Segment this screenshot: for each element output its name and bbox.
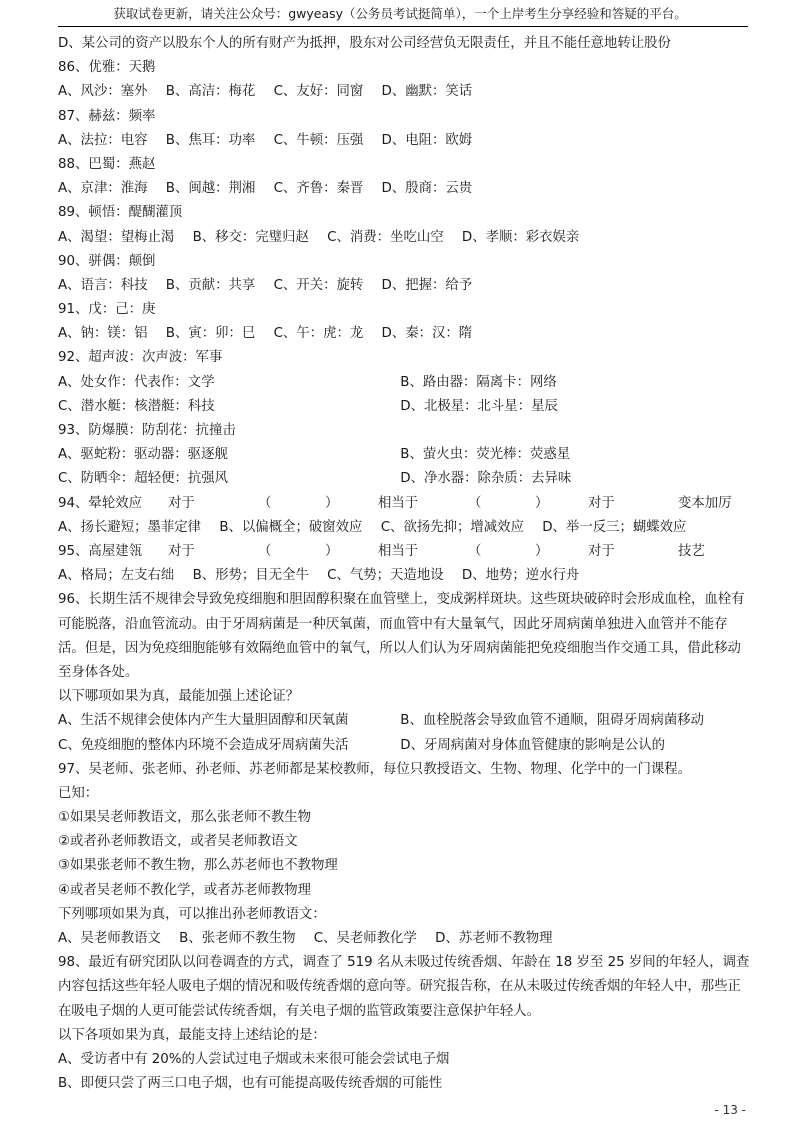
option-a[interactable]: A、扬长避短；墨菲定律 bbox=[58, 519, 202, 535]
q95-options bbox=[58, 564, 750, 588]
q96-passage: 96、长期生活不规律会导致免疫细胞和胆固醇积聚在血管壁上，变成粥样斑块。这些斑块破碎时会形成血栓，血栓有可能脱落，沿血管流动。由于牙周病菌是一种厌氧菌，而血管中有大量氧气，因此牙周病菌单独进入血管并不能存活。但是，因为免疫细胞能够有效隔绝血管中的氧气，所以人们认为牙周病菌能把免疫细胞当作交通工具，借此移动至身体各处。 bbox=[58, 592, 745, 680]
page-number: - 13 - bbox=[714, 1103, 746, 1117]
stem-term: 技艺 bbox=[678, 543, 705, 559]
q92-options-row-1 bbox=[58, 371, 750, 395]
q92-stem: 92、超声波：次声波：军事 bbox=[58, 350, 223, 366]
option-a[interactable]: A、生活不规律会使体内产生大量胆固醇和厌氧菌 bbox=[58, 713, 349, 729]
option-d[interactable]: D、举一反三；蝴蝶效应 bbox=[542, 519, 687, 535]
option-a[interactable]: A、风沙：塞外 bbox=[58, 84, 148, 100]
question-content bbox=[58, 32, 750, 1096]
q87-stem: 87、赫兹：频率 bbox=[58, 108, 156, 124]
q96-options-row-1 bbox=[58, 709, 750, 733]
option-c[interactable]: C、开关：旋转 bbox=[273, 277, 364, 293]
option-b[interactable]: B、焦耳：功率 bbox=[165, 132, 256, 148]
option-a[interactable]: A、语言：科技 bbox=[58, 277, 148, 293]
q90-stem: 90、骈偶：颠倒 bbox=[58, 253, 156, 269]
q90-options bbox=[58, 274, 750, 298]
option-d[interactable]: D、电阻：欧姆 bbox=[381, 132, 473, 148]
q97-question: 下列哪项如果为真，可以推出孙老师教语文： bbox=[58, 906, 326, 922]
option-c[interactable]: C、午：虎：龙 bbox=[273, 326, 364, 342]
stem-blank: （ ） bbox=[258, 543, 339, 559]
stem-relation: 对于 bbox=[588, 495, 615, 511]
q98-option-b[interactable]: B、即便只尝了两三口电子烟，也有可能提高吸传统香烟的可能性 bbox=[58, 1076, 443, 1092]
q97-condition-4: ④或者吴老师不教化学，或者苏老师教物理 bbox=[58, 882, 312, 898]
option-b[interactable]: B、以偏概全；破窗效应 bbox=[219, 519, 363, 535]
q97-condition-2: ②或者孙老师教语文，或者吴老师教语文 bbox=[58, 834, 298, 850]
option-b[interactable]: B、移交：完璧归赵 bbox=[192, 229, 309, 245]
q97-options bbox=[58, 927, 750, 951]
page-header: 获取试卷更新，请关注公众号：gwyeasy（公务员考试挺简单），一个上岸考生分享经验和答疑的平台。 bbox=[113, 6, 687, 21]
option-c[interactable]: C、欲扬先抑；增减效应 bbox=[380, 519, 524, 535]
option-b[interactable]: B、萤火虫：荧光棒：荧惑星 bbox=[400, 447, 571, 463]
q93-options-row-2 bbox=[58, 467, 750, 491]
q98-question: 以下各项如果为真，最能支持上述结论的是： bbox=[58, 1027, 326, 1043]
stem-term: 95、高屋建瓴 bbox=[58, 543, 142, 559]
option-b[interactable]: B、闽越：荆湘 bbox=[165, 181, 256, 197]
stem-blank: （ ） bbox=[258, 495, 339, 511]
option-c[interactable]: C、友好：同窗 bbox=[273, 84, 364, 100]
option-a[interactable]: A、渴望：望梅止渴 bbox=[58, 229, 175, 245]
option-a[interactable]: A、处女作：代表作：文学 bbox=[58, 374, 215, 390]
option-d[interactable]: D、幽默：笑话 bbox=[381, 84, 473, 100]
option-d[interactable]: D、牙周病菌对身体血管健康的影响是公认的 bbox=[400, 737, 665, 753]
q86-stem: 86、优雅：天鹅 bbox=[58, 60, 156, 76]
stem-blank: （ ） bbox=[468, 543, 549, 559]
option-d[interactable]: D、秦：汉：隋 bbox=[381, 326, 473, 342]
q94-stem bbox=[58, 492, 750, 516]
stem-relation: 相当于 bbox=[378, 495, 419, 511]
option-b[interactable]: B、路由器：隔离卡：网络 bbox=[400, 374, 557, 390]
option-b[interactable]: B、张老师不教生物 bbox=[179, 931, 296, 946]
stem-relation: 相当于 bbox=[378, 543, 419, 559]
stem-relation: 对于 bbox=[588, 543, 615, 559]
q89-stem: 89、顿悟：醍醐灌顶 bbox=[58, 205, 183, 221]
option-d[interactable]: D、殷商：云贵 bbox=[381, 181, 473, 197]
q97-condition-3: ③如果张老师不教生物，那么苏老师也不教物理 bbox=[58, 858, 338, 874]
option-b[interactable]: B、血栓脱落会导致血管不通顺，阻碍牙周病菌移动 bbox=[400, 713, 705, 729]
option-d[interactable]: D、把握：给予 bbox=[381, 277, 473, 293]
q94-options bbox=[58, 516, 750, 540]
option-b[interactable]: B、寅：卯：巳 bbox=[165, 326, 256, 342]
stem-relation: 对于 bbox=[168, 495, 195, 511]
option-a[interactable]: A、吴老师教语文 bbox=[58, 931, 161, 946]
option-d[interactable]: D、孝顺：彩衣娱亲 bbox=[461, 229, 580, 245]
q97-condition-1: ①如果吴老师教语文，那么张老师不教生物 bbox=[58, 810, 312, 826]
q91-stem: 91、戊：己：庚 bbox=[58, 302, 156, 318]
q96-question: 以下哪项如果为真，最能加强上述论证？ bbox=[58, 689, 300, 705]
option-a[interactable]: A、法拉：电容 bbox=[58, 132, 148, 148]
option-a[interactable]: A、京津：淮海 bbox=[58, 181, 148, 197]
q95-stem bbox=[58, 540, 750, 564]
q98-option-a[interactable]: A、受访者中有 20%的人尝试过电子烟或未来很可能会尝试电子烟 bbox=[58, 1051, 450, 1067]
option-c[interactable]: C、免疫细胞的整体内环境不会造成牙周病菌失活 bbox=[58, 737, 349, 753]
q88-options bbox=[58, 177, 750, 201]
q86-options bbox=[58, 80, 750, 104]
q96-options-row-2 bbox=[58, 734, 750, 758]
option-d[interactable]: D、净水器：除杂质：去异味 bbox=[400, 471, 572, 487]
option-c[interactable]: C、吴老师教化学 bbox=[313, 931, 417, 946]
q89-options bbox=[58, 226, 750, 250]
header-rule bbox=[58, 26, 748, 27]
option-d[interactable]: D、地势；逆水行舟 bbox=[461, 568, 580, 584]
option-a[interactable]: A、格局；左支右绌 bbox=[58, 568, 175, 584]
q87-options bbox=[58, 129, 750, 153]
option-c[interactable]: C、防晒伞：超轻便：抗强风 bbox=[58, 471, 229, 487]
option-b[interactable]: B、高洁：梅花 bbox=[165, 84, 256, 100]
q97-intro: 97、吴老师、张老师、孙老师、苏老师都是某校教师，每位只教授语文、生物、物理、化学中的一门课程。 bbox=[58, 761, 692, 777]
option-c[interactable]: C、牛顿：压强 bbox=[273, 132, 364, 148]
q92-options-row-2 bbox=[58, 395, 750, 419]
option-c[interactable]: C、齐鲁：秦晋 bbox=[273, 181, 364, 197]
q97-known: 已知： bbox=[58, 785, 99, 801]
option-c[interactable]: C、消费：坐吃山空 bbox=[327, 229, 444, 245]
q91-options bbox=[58, 322, 750, 346]
option-b[interactable]: B、贡献：共享 bbox=[165, 277, 256, 293]
q85-option-d: D、某公司的资产以股东个人的所有财产为抵押，股东对公司经营负无限责任，并且不能任意地转让股份 bbox=[58, 36, 671, 51]
q93-options-row-1 bbox=[58, 443, 750, 467]
stem-relation: 对于 bbox=[168, 543, 195, 559]
q88-stem: 88、巴蜀：燕赵 bbox=[58, 156, 156, 172]
option-d[interactable]: D、苏老师不教物理 bbox=[435, 931, 553, 946]
option-b[interactable]: B、形势；目无全牛 bbox=[192, 568, 309, 584]
stem-term: 变本加厉 bbox=[678, 495, 732, 511]
q98-passage: 98、最近有研究团队以问卷调查的方式，调查了 519 名从未吸过传统香烟、年龄在 18 岁至 25 岁间的年轻人，调查内容包括这些年轻人吸电子烟的情况和吸传统香烟的意向等。研究报告称，在从未吸过传统香烟的年轻人中，那些正在吸电子烟的人更可能尝试传统香烟，有关电子烟的监管政策要注意保护年轻人。 bbox=[58, 955, 750, 1019]
option-c[interactable]: C、气势；天造地设 bbox=[327, 568, 444, 584]
option-a[interactable]: A、驱蛇粉：驱动器：驱逐舰 bbox=[58, 447, 228, 463]
option-a[interactable]: A、钠：镁：铝 bbox=[58, 326, 148, 342]
stem-term: 94、晕轮效应 bbox=[58, 495, 142, 511]
option-d[interactable]: D、北极星：北斗星：星辰 bbox=[400, 398, 558, 414]
option-c[interactable]: C、潜水艇：核潜艇：科技 bbox=[58, 398, 215, 414]
q93-stem: 93、防爆膜：防刮花：抗撞击 bbox=[58, 423, 236, 438]
stem-blank: （ ） bbox=[468, 495, 549, 511]
